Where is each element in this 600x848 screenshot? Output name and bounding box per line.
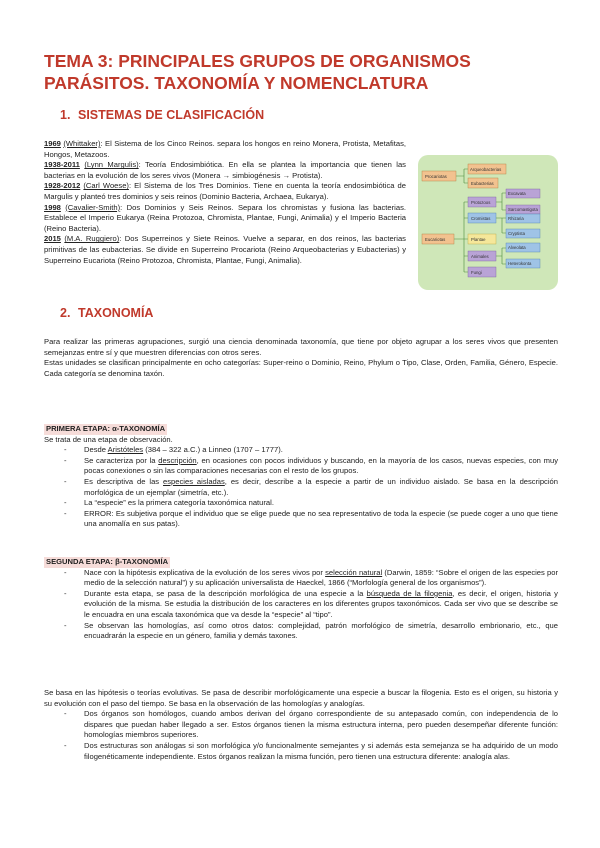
list-item: - Nace con la hipótesis explicativa de la evolución de los seres vivos por selección natural (Darwin, 1859: “Sobre el origen de las especies por medio de la selección natural”) y su aplicación universalista de Haeckel, 1866 (“Morfología general de los organismos”).	[64, 567, 558, 588]
system-entry: 2015 (M.A. Ruggiero): Dos Superreinos y Siete Reinos. Vuelve a separar, en dos reinos, las bacterias primitivas de las eubacterias. Se divide en Superreino Procariota (Reino Arqueobacterias y Eubacterias) y Superreino Eucariota (Reino Protozoa, Chromista, Plantae, Fungi, Animalia).	[44, 234, 406, 265]
diagram-node: Eubacterias	[471, 181, 494, 186]
list-item: - Desde Aristóteles (384 – 322 a.C.) a Linneo (1707 – 1777).	[64, 445, 283, 455]
diagram-leaf: Rhizaria	[508, 216, 524, 221]
list-item: - Dos órganos son homólogos, cuando ambos derivan del órgano correspondiente de su antepasado común, con independencia de lo dispares que puedan haber llegado a ser. Estos órganos tienen la misma estructura interna, pero pueden desempeñar diferente función: homologías miembros superiores.	[64, 709, 558, 740]
diagram-root-top: Procariotas	[425, 174, 447, 179]
list-item: - La “especie” es la primera categoría taxonómica natural.	[64, 498, 274, 508]
evolution-block	[44, 688, 558, 762]
section-1-heading	[60, 108, 264, 122]
stage-1-label: PRIMERA ETAPA: α-TAXONOMÍA	[46, 424, 166, 433]
stage-1-subtitle: Se trata de una etapa de observación.	[44, 434, 173, 444]
stage-2-label: SEGUNDA ETAPA: β-TAXONOMÍA	[46, 557, 169, 566]
stage-1-block	[44, 424, 558, 530]
diagram-leaf: Excavata	[508, 191, 526, 196]
paragraph: Se basa en las hipótesis o teorías evolutivas. Se pasa de describir morfológicamente una especie a buscar la filogenia. Esto es el origen, su historia y su evolución con el paso del tiempo. Se basa en la observación de las homologías y analogías.	[44, 688, 558, 708]
diagram-group: Plantae	[471, 237, 486, 242]
section-2-number: 2.	[60, 306, 71, 320]
section-2-title: TAXONOMÍA	[78, 306, 154, 320]
systems-list	[44, 139, 406, 266]
diagram-group: Fungi	[471, 270, 482, 275]
list-item: - Durante esta etapa, se pasa de la descripción morfológica de una especie a la búsqueda de la filogenia, es decir, el origen, historia y evolución de la misma. Se estudia la distribución de los caracteres en los diferentes grupos taxonómicos. Cada ser vivo que se describe se le encuadra en una escala taxonómica que va desde la “especie” al “tipo”.	[64, 588, 558, 619]
diagram-node: Arqueobacterias	[470, 167, 502, 172]
section-2-heading	[60, 306, 153, 320]
paragraph: Estas unidades se clasifican principalmente en ocho categorías: Super-reino o Dominio, Reino, Phylum o Tipo, Clase, Orden, Familia, Género, Especie. Cada categoría se denomina taxón.	[44, 358, 558, 378]
diagram-leaf: Alveolata	[508, 245, 526, 250]
list-item: - Dos estructuras son análogas si son morfológica y/o funcionalmente semejantes y si además esta semejanza se ha adquirido de un modo filogenéticamente independiente. Estos órganos realizan la misma función, pero tienen una estructura diferente: analogía alas.	[64, 740, 558, 761]
paragraph: Para realizar las primeras agrupaciones, surgió una ciencia denominada taxonomía, que tiene por objeto agrupar a los seres vivos que presenten semejanzas entre sí y que muestren diferencias con otros seres.	[44, 337, 558, 357]
diagram-leaf: Heterokonta	[508, 261, 532, 266]
list-item: - Se observan las homologías, así como otros datos: complejidad, patrón morfológico de simetría, desarrollo embrionario, etc., que encuadrarán la especie en un género, familia y demás taxones.	[64, 620, 558, 641]
system-entry: 1998 (Cavalier-Smith): Dos Dominios y Seis Reinos. Separa los chromistas y fusiona las bacterias. Establece el Imperio Eukarya (Reina Protozoa, Chromista, Plantae, Fungi, Animalia) y el Imperio Bacteria (Reino Bacteria).	[44, 202, 406, 233]
list-item: - Se caracteriza por la descripción, en ocasiones con pocos individuos y buscando, en la mayoría de los casos, nuevas especies, con muy pocas conexiones o sin las comparaciones necesarias con el resto de los grupos.	[64, 455, 558, 476]
diagram-group: Cromistas	[471, 216, 491, 221]
system-entry: 1969 (Whittaker): El Sistema de los Cinco Reinos. separa los hongos en reino Monera, Protista, Metafitas, Hongos, Metazoos.	[44, 139, 406, 159]
diagram-group: Animales	[471, 254, 489, 259]
list-item: - Es descriptiva de las especies aisladas, es decir, describe a la especie a partir de un individuo aislado. Se basa en la descripción morfológica de un ejemplar (simetría, etc.).	[64, 476, 558, 497]
document-title: TEMA 3: PRINCIPALES GRUPOS DE ORGANISMOS PARÁSITOS. TAXONOMÍA Y NOMENCLATURA	[44, 51, 471, 93]
system-entry: 1928-2012 (Carl Woese): El Sistema de los Tres Dominios. Tiene en cuenta la teoría endosimbiótica de Margulis y planteó tres dominios y seis reinos (Dominio Bacteria, Archaea, Eukarya).	[44, 181, 406, 201]
diagram-leaf: Cryptista	[508, 231, 525, 236]
taxonomy-intro	[44, 337, 558, 379]
stage-2-block	[44, 557, 558, 642]
list-item: - ERROR: Es subjetiva porque el individuo que se elige puede que no sea representativo de toda la especie (se puede coger a uno que tiene una anomalía en sus patas).	[64, 508, 558, 529]
diagram-root-bottom: Eucariotas	[425, 237, 446, 242]
system-entry: 1938-2011 (Lynn Margulis): Teoría Endosimbiótica. En ella se plantea la importancia que tienen las bacterias en la evolución de los seres vivos (Monera → simbiogénesis → Protista).	[44, 160, 406, 180]
diagram-group: Protozoos	[471, 200, 491, 205]
section-1-title: SISTEMAS DE CLASIFICACIÓN	[78, 108, 265, 122]
classification-diagram	[418, 155, 558, 290]
diagram-leaf: Sarcomastigota	[508, 207, 538, 212]
section-1-number: 1.	[60, 108, 71, 122]
